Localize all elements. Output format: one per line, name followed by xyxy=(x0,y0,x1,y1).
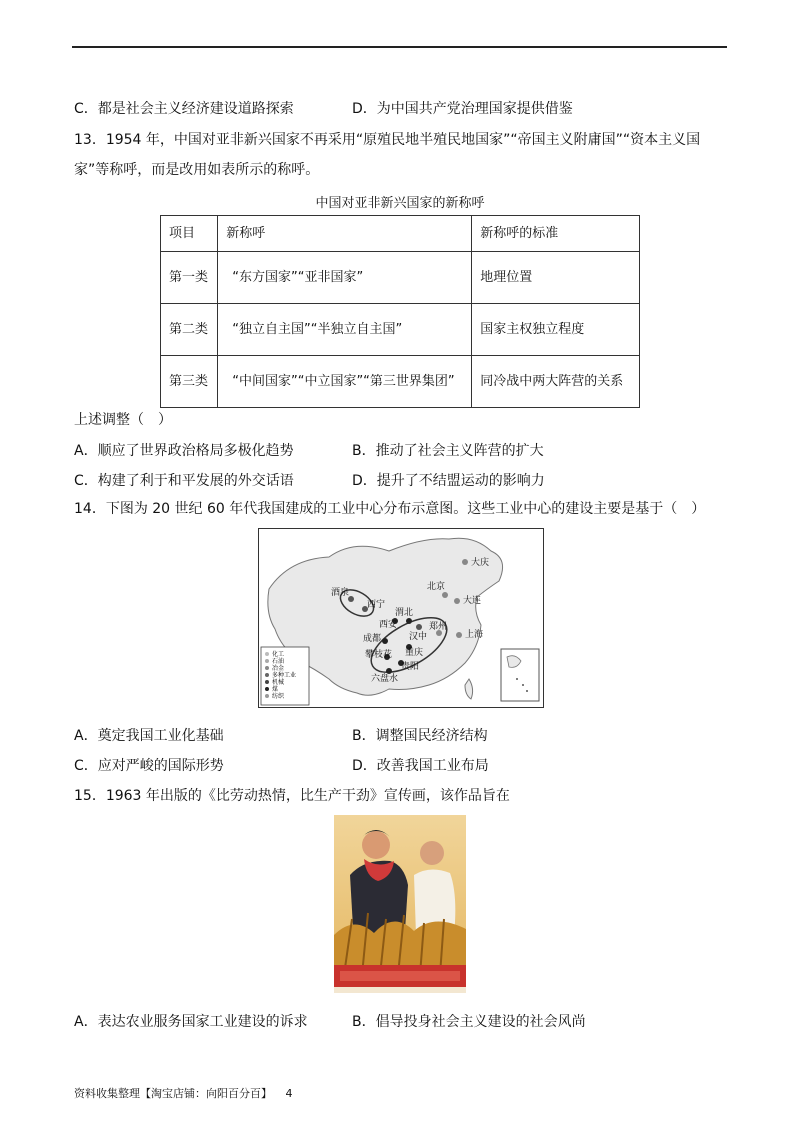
q14-option-c: C．应对严峻的国际形势 xyxy=(74,758,224,774)
map-label-panzhihua: 攀枝花 xyxy=(365,650,393,660)
q15-stem: 15．1963 年出版的《比劳动热情，比生产干劲》宣传画，该作品旨在 xyxy=(74,788,510,804)
legend-marker xyxy=(265,652,269,656)
table-cell: 第三类 xyxy=(161,356,218,408)
table-cell: 同冷战中两大阵营的关系 xyxy=(472,356,640,408)
q13-table-caption: 中国对亚非新兴国家的新称呼 xyxy=(315,196,485,211)
legend-marker xyxy=(265,673,269,677)
inset-island-dot xyxy=(526,690,528,692)
q14-option-b: B．调整国民经济结构 xyxy=(352,728,488,744)
legend-item: 多种工业 xyxy=(272,672,297,679)
city-dot xyxy=(382,638,388,644)
legend-item: 机械 xyxy=(272,679,285,686)
legend-marker xyxy=(265,694,269,698)
page-number: 4 xyxy=(285,1087,293,1100)
inset-island-dot xyxy=(522,684,524,686)
map-label-daqing: 大庆 xyxy=(471,558,490,568)
legend-marker xyxy=(265,687,269,691)
legend-item: 石油 xyxy=(272,658,285,665)
map-label-hanzhong: 汉中 xyxy=(409,632,428,642)
table-row xyxy=(161,252,640,304)
figure-head xyxy=(362,831,390,859)
q13-option-c: C．构建了利于和平发展的外交话语 xyxy=(74,473,294,489)
map-label-xining: 西宁 xyxy=(367,600,386,610)
q15-option-a: A．表达农业服务国家工业建设的诉求 xyxy=(74,1014,308,1030)
map-label-shanghai: 上海 xyxy=(465,630,484,640)
poster-bottom-strip xyxy=(334,987,466,993)
map-label-guiyang: 贵阳 xyxy=(401,662,420,672)
table-cell: 第二类 xyxy=(161,304,218,356)
city-dot xyxy=(456,632,462,638)
q13-option-b: B．推动了社会主义阵营的扩大 xyxy=(352,443,544,459)
industry-map xyxy=(258,528,544,708)
propaganda-poster-image xyxy=(334,815,466,993)
map-label-xian: 西安 xyxy=(379,620,398,630)
legend-marker xyxy=(265,680,269,684)
legend-item: 冶金 xyxy=(272,665,285,672)
page-footer xyxy=(74,1085,293,1101)
map-label-liupanshui: 六盘水 xyxy=(371,674,399,684)
legend-item: 煤 xyxy=(272,686,279,693)
footer-source: 资料收集整理【淘宝店铺：向阳百分百】 xyxy=(74,1087,272,1100)
map-label-zhengzhou: 郑州 xyxy=(429,622,448,632)
q13-stem-line1: 13．1954 年，中国对亚非新兴国家不再采用“原殖民地半殖民地国家”“帝国主义附庸国”“资本主义国 xyxy=(74,132,701,148)
table-header-cell: 新称呼 xyxy=(218,216,472,252)
table-cell: “独立自主国”“半独立自主国” xyxy=(218,304,472,356)
q13-option-d: D．提升了不结盟运动的影响力 xyxy=(352,473,545,489)
q12-option-c: C．都是社会主义经济建设道路探索 xyxy=(74,101,294,117)
q13-question: 上述调整（ ） xyxy=(74,412,172,428)
table-cell: 地理位置 xyxy=(472,252,640,304)
table-row xyxy=(161,304,640,356)
map-label-chengdu: 成都 xyxy=(363,634,382,644)
city-dot xyxy=(416,624,422,630)
island-shape xyxy=(465,679,473,699)
table-row xyxy=(161,356,640,408)
legend-item: 纺织 xyxy=(272,693,285,700)
city-dot xyxy=(406,618,412,624)
map-label-beijing: 北京 xyxy=(427,582,446,592)
table-cell: 第一类 xyxy=(161,252,218,304)
table-header-cell: 项目 xyxy=(161,216,218,252)
table-header-cell: 新称呼的标准 xyxy=(472,216,640,252)
city-dot xyxy=(462,559,468,565)
table-cell: “东方国家”“亚非国家” xyxy=(218,252,472,304)
map-label-dalian: 大连 xyxy=(463,596,482,606)
table-header-row xyxy=(161,216,640,252)
q14-option-d: D．改善我国工业布局 xyxy=(352,758,489,774)
inset-island-dot xyxy=(516,678,518,680)
table-cell: 国家主权独立程度 xyxy=(472,304,640,356)
legend-marker xyxy=(265,659,269,663)
q14-option-a: A．奠定我国工业化基础 xyxy=(74,728,224,744)
map-label-chongqing: 重庆 xyxy=(405,648,424,658)
map-label-weibei: 渭北 xyxy=(395,608,414,618)
q15-option-b: B．倡导投身社会主义建设的社会风尚 xyxy=(352,1014,586,1030)
china-map-figure xyxy=(259,529,543,707)
legend-marker xyxy=(265,666,269,670)
header-rule xyxy=(72,46,727,48)
poster-slogan-text-block xyxy=(340,971,460,981)
q12-option-d: D．为中国共产党治理国家提供借鉴 xyxy=(352,101,573,117)
q13-option-a: A．顺应了世界政治格局多极化趋势 xyxy=(74,443,294,459)
map-label-jiuquan: 酒泉 xyxy=(331,588,350,598)
q13-stem-line2: 家”等称呼，而是改用如表所示的称呼。 xyxy=(74,162,320,178)
q13-table xyxy=(160,215,640,408)
legend-item: 化工 xyxy=(272,651,285,658)
city-dot xyxy=(442,592,448,598)
city-dot xyxy=(454,598,460,604)
q14-stem: 14．下图为 20 世纪 60 年代我国建成的工业中心分布示意图。这些工业中心的建设主要是基于（ ） xyxy=(74,501,706,517)
table-cell: “中间国家”“中立国家”“第三世界集团” xyxy=(218,356,472,408)
figure-head xyxy=(420,841,444,865)
poster-illustration xyxy=(334,815,466,993)
